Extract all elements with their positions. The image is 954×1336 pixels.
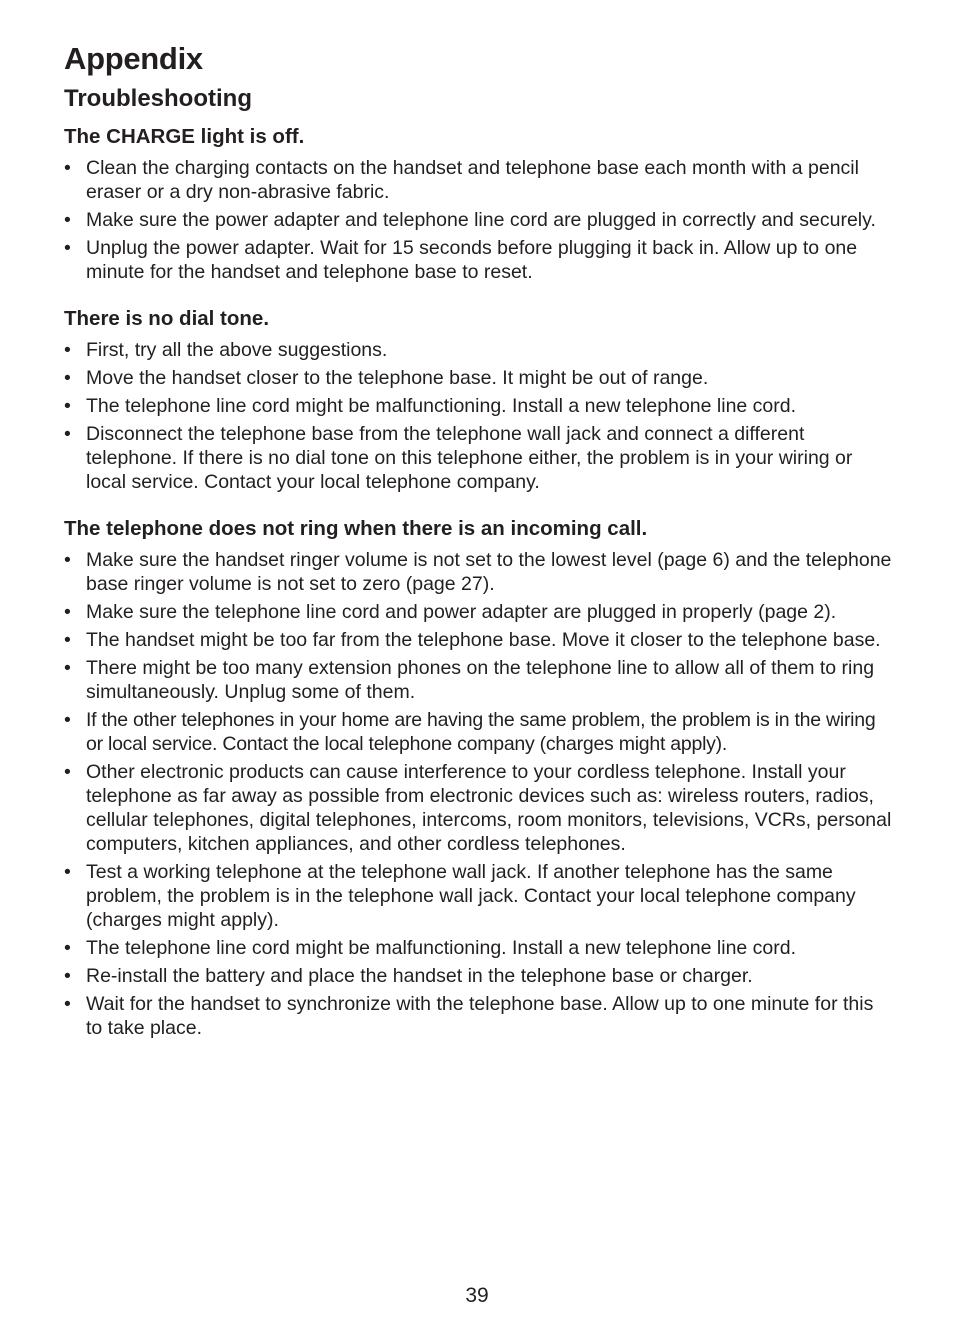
list-item-text: The telephone line cord might be malfunctioning. Install a new telephone line cord. [86, 937, 797, 959]
list-item [64, 366, 894, 390]
list-item-text: If the other telephones in your home are having the same problem, the problem is in the wiring or local service. Contact the local telephone company (charges might apply). [86, 709, 876, 755]
list-item [64, 860, 894, 932]
bullet: • [64, 709, 71, 731]
bullet: • [64, 237, 71, 259]
bullet: • [64, 367, 71, 389]
list-item-text: First, try all the above suggestions. [86, 339, 388, 361]
list-item [64, 992, 894, 1040]
list-item-text: Clean the charging contacts on the handset and telephone base each month with a pencil eraser or a dry non-abrasive fabric. [86, 157, 859, 203]
list-item [64, 656, 894, 704]
bullet: • [64, 993, 71, 1015]
bullet: • [64, 395, 71, 417]
list-item [64, 338, 894, 362]
bullet: • [64, 937, 71, 959]
problem-no-ring [64, 516, 894, 1040]
list-item [64, 936, 894, 960]
bullet: • [64, 629, 71, 651]
list-item-text: Disconnect the telephone base from the telephone wall jack and connect a different telephone. If there is no dial tone on this telephone either, the problem is in your wiring or local service. Contact your local telephone company. [86, 423, 853, 493]
list-item-text: Unplug the power adapter. Wait for 15 seconds before plugging it back in. Allow up to one minute for the handset and telephone base to reset. [86, 237, 858, 283]
page-number: 39 [465, 1284, 489, 1307]
bullet: • [64, 423, 71, 445]
list-item [64, 236, 894, 284]
list-item [64, 208, 894, 232]
list-item-text: Test a working telephone at the telephone wall jack. If another telephone has the same problem, the problem is in the telephone wall jack. Contact your local telephone company (charges might apply). [86, 861, 856, 931]
bullet: • [64, 761, 71, 783]
solution-list [64, 156, 894, 284]
list-item-text: Re-install the battery and place the handset in the telephone base or charger. [86, 965, 753, 987]
page-content [64, 38, 894, 1044]
problem-title: The CHARGE light is off. [64, 125, 305, 148]
list-item-text: Other electronic products can cause interference to your cordless telephone. Install your telephone as far away as possible from electronic devices such as: wireless routers, radios, cellular telephones, digital telephones, intercoms, room monitors, televisions, VCRs, personal computers, kitchen appliances, and other cordless telephones. [86, 761, 892, 855]
bullet: • [64, 339, 71, 361]
list-item [64, 548, 894, 596]
list-item [64, 600, 894, 624]
bullet: • [64, 861, 71, 883]
bullet: • [64, 209, 71, 231]
bullet: • [64, 657, 71, 679]
chapter-title: Appendix [64, 41, 203, 76]
problem-title: There is no dial tone. [64, 307, 270, 330]
list-item [64, 422, 894, 494]
bullet: • [64, 549, 71, 571]
problem-charge-light [64, 124, 894, 284]
list-item-text: Move the handset closer to the telephone base. It might be out of range. [86, 367, 709, 389]
list-item [64, 628, 894, 652]
bullet: • [64, 157, 71, 179]
list-item-text: The handset might be too far from the telephone base. Move it closer to the telephone base. [86, 629, 881, 651]
list-item-text: Make sure the handset ringer volume is not set to the lowest level (page 6) and the telephone base ringer volume is not set to zero (page 27). [86, 549, 892, 595]
list-item [64, 760, 894, 856]
section-title: Troubleshooting [64, 85, 252, 112]
solution-list [64, 548, 894, 1040]
problem-title: The telephone does not ring when there is an incoming call. [64, 517, 648, 540]
bullet: • [64, 601, 71, 623]
list-item-text: Wait for the handset to synchronize with the telephone base. Allow up to one minute for this to take place. [86, 993, 874, 1039]
list-item-text: Make sure the telephone line cord and power adapter are plugged in properly (page 2). [86, 601, 837, 623]
list-item-text: There might be too many extension phones on the telephone line to allow all of them to ring simultaneously. Unplug some of them. [86, 657, 875, 703]
list-item-text: The telephone line cord might be malfunctioning. Install a new telephone line cord. [86, 395, 797, 417]
list-item-text: Make sure the power adapter and telephone line cord are plugged in correctly and securely. [86, 209, 876, 231]
list-item [64, 708, 894, 756]
solution-list [64, 338, 894, 494]
list-item [64, 156, 894, 204]
list-item [64, 964, 894, 988]
bullet: • [64, 965, 71, 987]
problem-no-dial-tone [64, 306, 894, 494]
list-item [64, 394, 894, 418]
